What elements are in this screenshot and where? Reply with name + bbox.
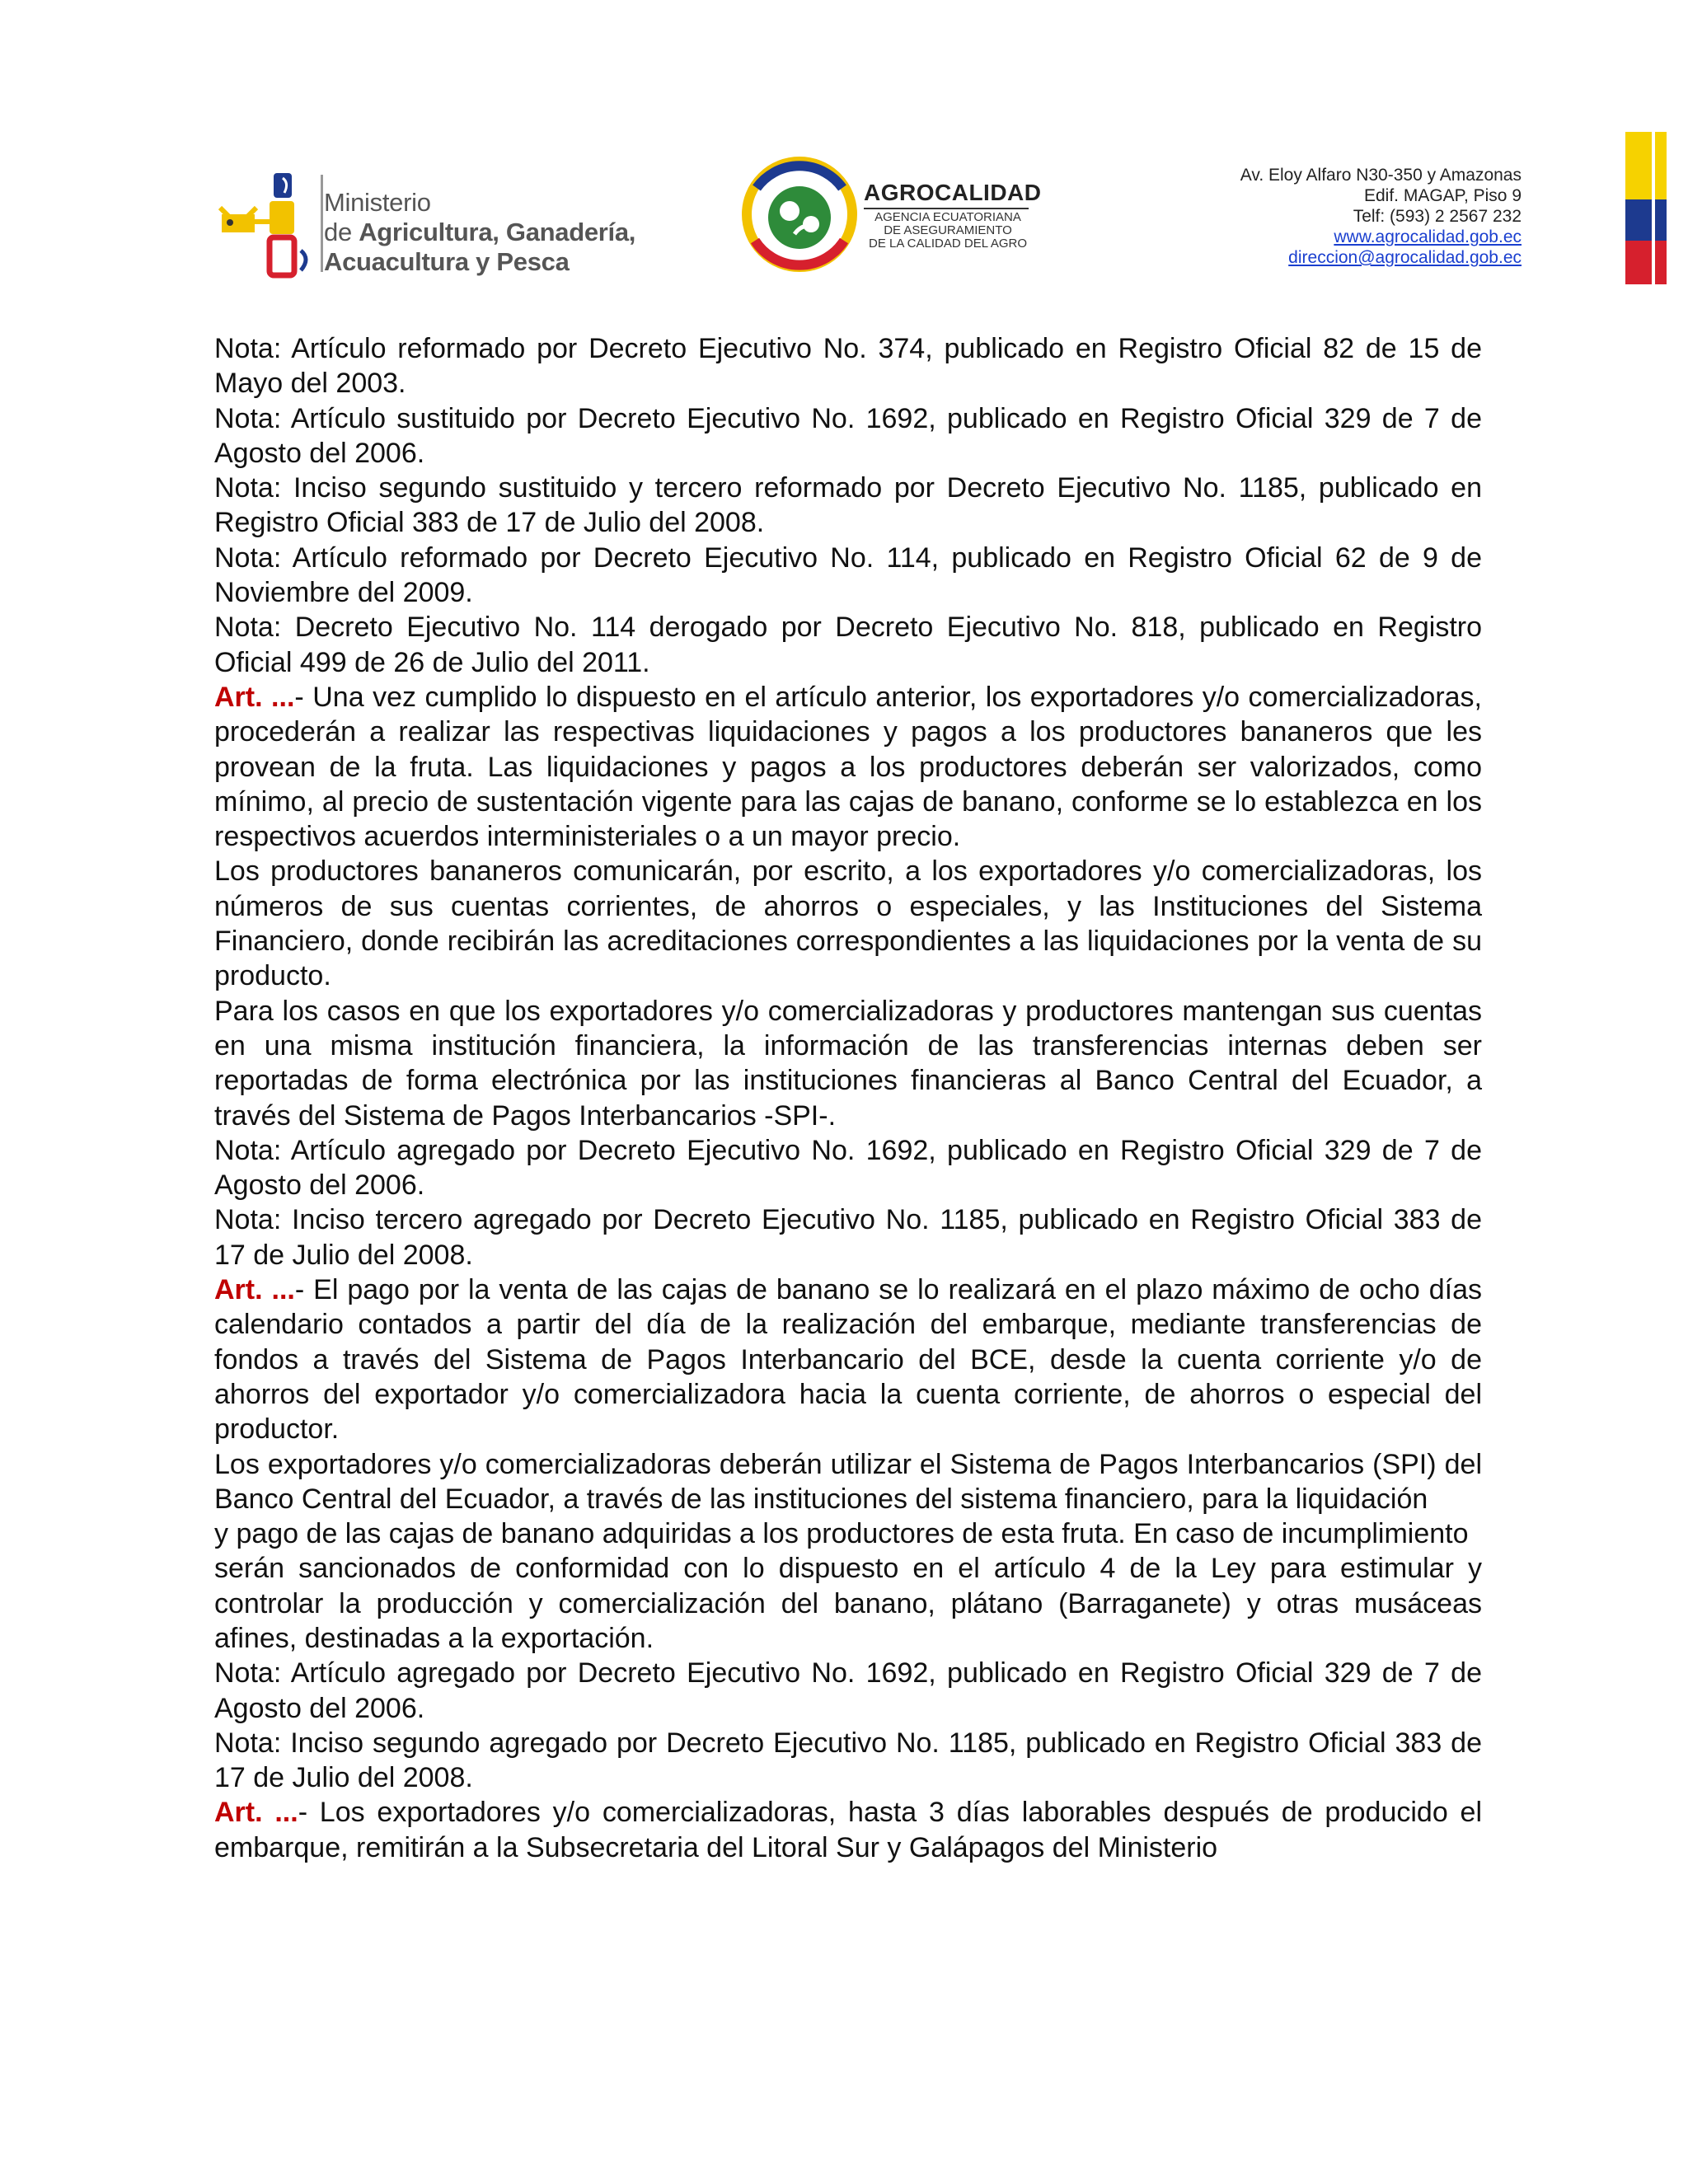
logo-divider — [321, 175, 323, 272]
address-line2: Edif. MAGAP, Piso 9 — [1363, 186, 1522, 205]
article-paragraph — [214, 680, 1482, 854]
flag-stripe — [1625, 132, 1667, 284]
paragraph-text: y pago de las cajas de banano adquiridas a los productores de esta fruta. En caso de incumplimiento — [214, 1518, 1469, 1550]
agency-rule — [864, 208, 1029, 209]
ministry-line2 — [324, 218, 635, 247]
paragraph-text: Nota: Artículo sustituido por Decreto Ejecutivo No. 1692, publicado en Registro Oficial 329 de 7 de Agosto del 2006. — [214, 402, 1482, 469]
article-paragraph — [214, 1272, 1482, 1446]
paragraph — [214, 610, 1482, 680]
paragraph-text: serán sancionados de conformidad con lo dispuesto en el artículo 4 de la Ley para estimular y controlar la producción y comercialización del banano, plátano (Barraganete) y otras musáceas afines, destinadas a la exportación. — [214, 1553, 1482, 1654]
paragraph — [214, 1726, 1482, 1796]
paragraph-text: Para los casos en que los exportadores y/o comercializadoras y productores mantengan sus cuentas en una misma institución financiera, la información de las transferencias internas deben ser reportadas de forma electrónica por las instituciones financieras al Banco Central del Ecuador, a través del Sistema de Pagos Interbancarios -SPI-. — [214, 995, 1482, 1132]
article-label: Art. ... — [214, 1797, 298, 1829]
ministry-line1: Ministerio — [324, 188, 431, 217]
article-label: Art. ... — [214, 1274, 295, 1306]
ministry-emblem-icon — [218, 171, 321, 279]
paragraph-text: Nota: Inciso segundo sustituido y tercero reformado por Decreto Ejecutivo No. 1185, publicado en Registro Oficial 383 de 17 de Julio del 2008. — [214, 472, 1482, 539]
paragraph — [214, 1133, 1482, 1203]
paragraph — [214, 854, 1482, 993]
address-phone: Telf: (593) 2 2567 232 — [1353, 207, 1522, 226]
paragraph — [214, 1656, 1482, 1726]
ministry-name — [324, 188, 635, 277]
agrocalidad-logo — [740, 155, 1042, 274]
paragraph-text: - El pago por la venta de las cajas de banano se lo realizará en el plazo máximo de ocho días calendario contados a partir del día de la realización del embarque, mediante transferencias de fondos a través del Sistema de Pagos Interbancario del BCE, desde la cuenta corriente y/o de ahorros del exportador y/o comercializadora hacia la cuenta corriente, de ahorros o especial del productor. — [214, 1274, 1482, 1446]
agency-sub2: DE ASEGURAMIENTO — [884, 223, 1012, 237]
paragraph — [214, 471, 1482, 541]
ministry-logo — [218, 171, 647, 279]
paragraph-text: Nota: Artículo reformado por Decreto Ejecutivo No. 114, publicado en Registro Oficial 62 de 9 de Noviembre del 2009. — [214, 541, 1482, 609]
ministry-line2-prefix: de — [324, 218, 359, 246]
address-line1: Av. Eloy Alfaro N30-350 y Amazonas — [1240, 166, 1522, 185]
paragraph-text: Los productores bananeros comunicarán, por escrito, a los exportadores y/o comercializadoras, los números de sus cuentas corrientes, de ahorros o especiales, y las Instituciones del Sistema Financiero, donde recibirán las acreditaciones correspondientes a las liquidaciones por la venta de su producto. — [214, 855, 1482, 992]
paragraph — [214, 1202, 1482, 1272]
paragraph-text: Los exportadores y/o comercializadoras deberán utilizar el Sistema de Pagos Interbancarios (SPI) del Banco Central del Ecuador, a través de las instituciones del sistema financiero, para la liquidación — [214, 1448, 1482, 1515]
paragraph — [214, 1516, 1482, 1551]
document-body — [214, 331, 1482, 1865]
paragraph — [214, 1551, 1482, 1656]
paragraph-text: Nota: Artículo agregado por Decreto Ejecutivo No. 1692, publicado en Registro Oficial 329 de 7 de Agosto del 2006. — [214, 1657, 1482, 1724]
flag-yellow-band — [1625, 132, 1667, 199]
ministry-line2-bold: Agricultura, Ganadería, — [359, 218, 636, 246]
paragraph-text: - Una vez cumplido lo dispuesto en el artículo anterior, los exportadores y/o comercializadoras, procederán a realizar las respectivas liquidaciones y pagos a los productores bananeros que les provean de la fruta. Las liquidaciones y pagos a los productores deberán ser valorizados, como mínimo, al precio de sustentación vigente para las cajas de banano, conforme se lo establezca en los respectivos acuerdos interministeriales o a un mayor precio. — [214, 681, 1482, 853]
paragraph — [214, 541, 1482, 611]
contact-address — [1240, 165, 1522, 268]
flag-edge — [1652, 132, 1655, 284]
paragraph-text: - Los exportadores y/o comercializadoras, hasta 3 días laborables después de producido el embarque, remitirán a la Subsecretaria del Litoral Sur y Galápagos del Ministerio — [214, 1797, 1482, 1863]
paragraph — [214, 401, 1482, 471]
paragraph — [214, 1447, 1482, 1517]
article-paragraph — [214, 1795, 1482, 1865]
paragraph-text: Nota: Inciso segundo agregado por Decreto Ejecutivo No. 1185, publicado en Registro Oficial 383 de 17 de Julio del 2008. — [214, 1727, 1482, 1794]
agrocalidad-emblem-icon — [740, 155, 860, 274]
ministry-line3: Acuacultura y Pesca — [324, 247, 570, 276]
agency-sub1: AGENCIA ECUATORIANA — [874, 210, 1021, 224]
paragraph-text: Nota: Artículo agregado por Decreto Ejecutivo No. 1692, publicado en Registro Oficial 329 de 7 de Agosto del 2006. — [214, 1134, 1482, 1202]
article-label: Art. ... — [214, 681, 295, 713]
flag-blue-band — [1625, 199, 1667, 241]
paragraph-text: Nota: Artículo reformado por Decreto Ejecutivo No. 374, publicado en Registro Oficial 82 de 15 de Mayo del 2003. — [214, 333, 1482, 400]
flag-red-band — [1625, 241, 1667, 284]
paragraph-text: Nota: Inciso tercero agregado por Decreto Ejecutivo No. 1185, publicado en Registro Oficial 383 de 17 de Julio del 2008. — [214, 1204, 1482, 1271]
email-link[interactable]: direccion@agrocalidad.gob.ec — [1288, 248, 1522, 267]
paragraph-text: Nota: Decreto Ejecutivo No. 114 derogado por Decreto Ejecutivo No. 818, publicado en Registro Oficial 499 de 26 de Julio del 2011. — [214, 612, 1482, 678]
agency-sub3: DE LA CALIDAD DEL AGRO — [868, 237, 1027, 251]
agency-name: AGROCALIDAD — [864, 180, 1042, 205]
agency-subtitle — [864, 211, 1032, 251]
website-link[interactable]: www.agrocalidad.gob.ec — [1334, 227, 1522, 246]
paragraph — [214, 331, 1482, 401]
paragraph — [214, 994, 1482, 1133]
